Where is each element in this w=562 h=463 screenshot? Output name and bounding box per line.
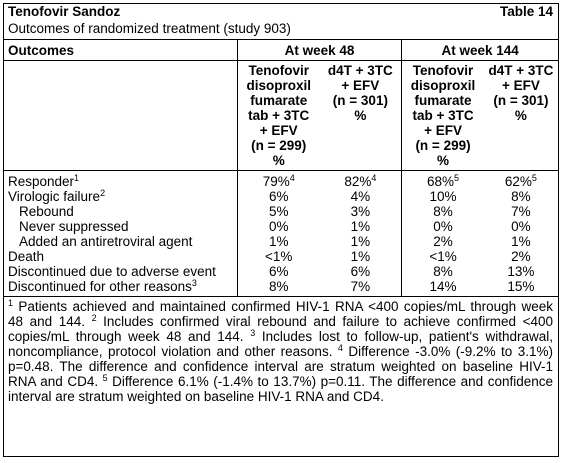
column-header-line: d4T + 3TC: [488, 63, 554, 78]
cell-text: 0%: [511, 219, 531, 234]
cell-text: 0%: [268, 219, 289, 234]
column-header-1: [237, 61, 319, 171]
row-label-text: Rebound: [19, 204, 74, 219]
column-header-line: %: [514, 108, 527, 123]
column-header-line: tab + 3TC: [412, 108, 474, 123]
cell-text: 10%: [429, 189, 457, 204]
cell-text: 8%: [433, 264, 453, 279]
footnote-marker: 5: [531, 173, 537, 183]
cell-value: [320, 249, 402, 264]
table-row: [4, 264, 558, 279]
cell-value: [237, 171, 319, 190]
column-header-line: fumarate: [250, 93, 308, 108]
column-header-line: + EFV: [424, 123, 462, 138]
cell-value: [320, 171, 402, 190]
cell-value: [402, 249, 484, 264]
group-header-week-144: At week 144: [402, 40, 558, 61]
cell-text: 62%: [504, 174, 532, 189]
brand-title: Tenofovir Sandoz: [8, 4, 121, 19]
cell-text: 79%: [262, 174, 290, 189]
cell-text: <1%: [265, 249, 293, 264]
column-header-line: + EFV: [341, 78, 380, 93]
cell-text: 5%: [268, 204, 289, 219]
cell-text: 8%: [433, 204, 453, 219]
cell-text: 1%: [350, 249, 371, 264]
table-row: [4, 171, 558, 190]
cell-value: [402, 171, 484, 190]
outcomes-column-header: Outcomes: [4, 40, 237, 61]
footnote-marker: 4: [289, 173, 295, 183]
column-header-line: (n = 299): [415, 138, 471, 153]
column-header-line: Tenofovir: [248, 63, 309, 78]
row-label: [4, 171, 237, 190]
footnotes: [4, 297, 558, 404]
cell-text: 6%: [350, 264, 371, 279]
cell-value: [237, 219, 319, 234]
cell-text: 0%: [433, 219, 453, 234]
column-header-line: tab + 3TC: [248, 108, 310, 123]
outcomes-table: [4, 39, 558, 297]
cell-value: [320, 264, 402, 279]
footnote-text: Includes confirmed viral rebound and failure to achieve confirmed <400 copies/mL through week 48 and 144.: [8, 314, 553, 344]
column-header-line: disoproxil: [246, 78, 311, 93]
row-label-text: Discontinued due to adverse event: [8, 264, 216, 279]
row-label: [4, 234, 237, 249]
cell-value: [237, 189, 319, 204]
column-header-line: + EFV: [501, 78, 540, 93]
footnote-marker: 2: [91, 313, 97, 323]
cell-text: 3%: [350, 204, 371, 219]
footnote-marker: 3: [250, 328, 256, 338]
cell-value: [484, 219, 558, 234]
cell-text: 82%: [344, 174, 372, 189]
table-row: [4, 189, 558, 204]
title-bar: [4, 4, 558, 21]
column-header-line: disoproxil: [410, 78, 476, 93]
footnote-text: Difference 6.1% (-1.4% to 13.7%) p=0.11. The difference and confidence interval are stratum weighted on baseline HIV-1 RNA and CD4.: [8, 374, 553, 404]
cell-text: 1%: [350, 219, 371, 234]
cell-text: 2%: [433, 234, 453, 249]
footnote-marker: 1: [8, 298, 14, 308]
blank-header-cell: [4, 61, 237, 171]
column-header-line: %: [272, 153, 285, 168]
cell-value: [484, 249, 558, 264]
cell-text: 6%: [268, 264, 289, 279]
group-header-week-48: At week 48: [237, 40, 401, 61]
row-label: [4, 264, 237, 279]
cell-value: [402, 204, 484, 219]
cell-value: [237, 234, 319, 249]
cell-value: [484, 171, 558, 190]
column-header-3: [402, 61, 484, 171]
cell-value: [484, 189, 558, 204]
cell-text: 4%: [350, 189, 371, 204]
footnote-marker: 1: [74, 173, 80, 183]
row-label: [4, 249, 237, 264]
table-row: [4, 234, 558, 249]
column-header-row: [4, 61, 558, 171]
column-header-4: [484, 61, 558, 171]
column-header-line: %: [437, 153, 450, 168]
cell-value: [320, 219, 402, 234]
cell-value: [402, 234, 484, 249]
cell-text: 1%: [268, 234, 289, 249]
footnote-marker: 5: [454, 173, 460, 183]
table-row: [4, 279, 558, 297]
column-header-line: d4T + 3TC: [327, 63, 393, 78]
cell-text: 2%: [511, 249, 531, 264]
footnote-text: Includes lost to follow-up, patient's withdrawal, noncompliance, protocol violation and other reasons.: [8, 329, 553, 359]
table-number: Table 14: [499, 4, 553, 19]
group-header-row: [4, 40, 558, 61]
cell-value: [237, 264, 319, 279]
footnote-marker: 4: [337, 343, 343, 353]
column-header-2: [320, 61, 402, 171]
cell-value: [484, 264, 558, 279]
cell-text: 8%: [511, 189, 531, 204]
cell-value: [402, 264, 484, 279]
cell-value: [237, 204, 319, 219]
column-header-line: + EFV: [259, 123, 298, 138]
cell-text: 14%: [429, 279, 457, 294]
cell-text: 7%: [350, 279, 371, 294]
cell-text: 68%: [427, 174, 455, 189]
cell-value: [402, 279, 484, 297]
row-label: [4, 219, 237, 234]
row-label-text: Virologic failure: [8, 189, 101, 204]
row-label-text: Discontinued for other reasons: [8, 279, 192, 294]
footnote-marker: 2: [100, 188, 106, 198]
footnote-text: Difference -3.0% (-9.2% to 3.1%) p=0.48. The difference and confidence interval are stratum weighted on baseline HIV-1 RNA and CD4.: [8, 344, 553, 389]
table-row: [4, 204, 558, 219]
cell-value: [484, 234, 558, 249]
cell-text: 7%: [511, 204, 531, 219]
column-header-line: (n = 299): [251, 138, 307, 153]
cell-value: [484, 279, 558, 297]
row-label-text: Never suppressed: [19, 219, 129, 234]
table-body: [4, 171, 558, 297]
cell-text: 1%: [511, 234, 531, 249]
table-caption: Outcomes of randomized treatment (study 903): [8, 21, 291, 36]
row-label-text: Responder: [8, 174, 75, 189]
cell-value: [320, 189, 402, 204]
cell-text: 1%: [350, 234, 371, 249]
row-label: [4, 189, 237, 204]
cell-text: 13%: [507, 264, 535, 279]
row-label-text: Death: [8, 249, 45, 264]
cell-text: <1%: [429, 249, 457, 264]
row-label: [4, 204, 237, 219]
row-label-text: Added an antiretroviral agent: [19, 234, 193, 249]
column-header-line: %: [354, 108, 367, 123]
cell-value: [484, 204, 558, 219]
footnote-marker: 5: [102, 373, 108, 383]
column-header-line: (n = 301): [493, 93, 549, 108]
column-header-line: Tenofovir: [412, 63, 474, 78]
table-row: [4, 219, 558, 234]
column-header-line: fumarate: [414, 93, 472, 108]
cell-value: [320, 204, 402, 219]
cell-value: [320, 279, 402, 297]
cell-value: [402, 219, 484, 234]
footnote-marker: 4: [371, 173, 377, 183]
cell-text: 15%: [507, 279, 535, 294]
cell-text: 6%: [268, 189, 289, 204]
cell-value: [237, 279, 319, 297]
cell-value: [320, 234, 402, 249]
cell-text: 8%: [268, 279, 289, 294]
cell-value: [402, 189, 484, 204]
footnote-text: Patients achieved and maintained confirmed HIV-1 RNA <400 copies/mL through week 48 and 144.: [8, 299, 553, 329]
cell-value: [237, 249, 319, 264]
table-row: [4, 249, 558, 264]
document-page: [3, 3, 559, 457]
column-header-line: (n = 301): [332, 93, 388, 108]
footnote-marker: 3: [191, 278, 197, 288]
row-label: [4, 279, 237, 297]
